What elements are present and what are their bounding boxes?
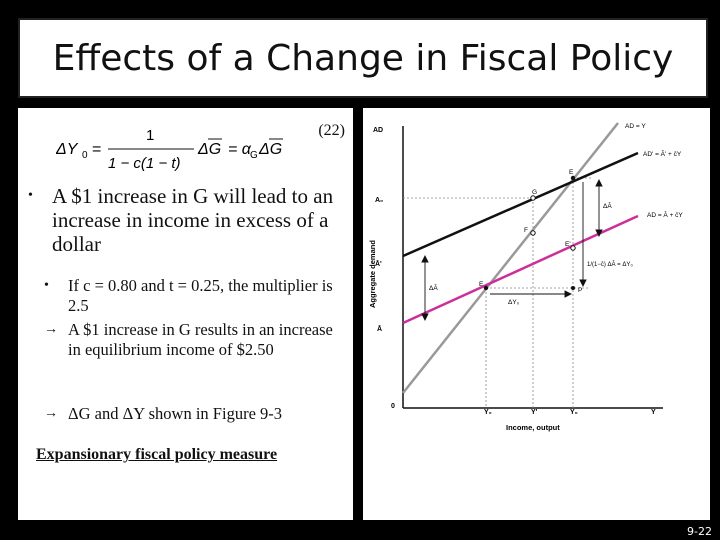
- point-f: [531, 231, 535, 235]
- main-bullet: [28, 184, 348, 256]
- label-ad: AD = Ā + c̄Y: [647, 212, 683, 219]
- label-ratio: 1/(1−c̄) ΔĀ = ΔY₀: [587, 262, 633, 268]
- sub-bullet-marker: •: [44, 278, 49, 293]
- y-tick-ad: AD: [373, 127, 384, 134]
- y-tick-a: Ā: [377, 326, 383, 333]
- y-tick-a0: A₀: [375, 197, 384, 204]
- sub-bullet-3-text: ΔG and ΔY shown in Figure 9-3: [68, 404, 283, 423]
- y-tick-zero: 0: [391, 403, 395, 410]
- label-point-e: E: [479, 281, 484, 288]
- label-delta-a-right: ΔĀ: [603, 203, 612, 210]
- sub-bullet-2-text: A $1 increase in G results in an increase in equilibrium income of $2.50: [68, 320, 333, 359]
- x-tick-y: Y: [651, 409, 656, 416]
- eq-alpha: = α: [228, 141, 251, 158]
- multiplier-equation: [56, 122, 296, 174]
- bullet-marker: •: [28, 188, 33, 203]
- label-point-e-prime: E': [565, 241, 571, 248]
- text-panel: [18, 108, 353, 520]
- x-tick-y0: Y₀: [484, 409, 492, 416]
- delta-a-left-arrow: [422, 256, 428, 320]
- label-point-g: G: [532, 189, 538, 196]
- y-tick-a-prime: Ā': [375, 261, 382, 268]
- line-ad: [403, 216, 638, 323]
- sub-bullet-3: [44, 404, 344, 424]
- fiscal-policy-diagram: [363, 108, 710, 520]
- page-number: 9-22: [687, 525, 712, 538]
- x-tick-y-prime: Y': [531, 409, 538, 416]
- figure-caption: Expansionary fiscal policy measure: [36, 446, 278, 463]
- point-p: [571, 286, 575, 290]
- y-axis-label: Aggregate demand: [368, 240, 377, 308]
- eq-alpha-sub: G: [250, 150, 258, 161]
- arrow-marker: →: [44, 322, 58, 337]
- eq-equals: =: [92, 141, 102, 158]
- sub-bullet-1-text: If c = 0.80 and t = 0.25, the multiplier is 2.5: [68, 276, 333, 315]
- sub-bullet-1: [44, 276, 344, 316]
- title-box: [18, 18, 708, 98]
- point-e: [484, 286, 488, 290]
- main-bullet-text: A $1 increase in G will lead to an increase in income in excess of a dollar: [52, 184, 334, 256]
- x-tick-y0-new: Y₀: [570, 409, 578, 416]
- line-ad-equals-y: [403, 123, 618, 393]
- point-e-prime: [571, 246, 575, 250]
- label-ad-y: AD = Y: [625, 123, 646, 130]
- delta-y-arrow: [490, 291, 571, 297]
- label-ad-prime: AD' = Ā' + c̄Y: [643, 151, 682, 158]
- label-point-e-top: E: [569, 169, 574, 176]
- ratio-arrow: [580, 182, 586, 286]
- eq-term: ΔG: [198, 141, 222, 158]
- eq-denominator: 1 − c(1 − t): [108, 155, 181, 172]
- point-e-new: [571, 176, 575, 180]
- equation-number: (22): [318, 122, 345, 139]
- eq-numerator: 1: [146, 127, 155, 144]
- label-delta-y: ΔY₀: [508, 299, 520, 306]
- delta-a-right-arrow: [596, 180, 602, 236]
- point-g: [531, 196, 535, 200]
- eq-tail: ΔG: [259, 141, 283, 158]
- label-point-p: P: [578, 287, 583, 294]
- slide-title: Effects of a Change in Fiscal Policy: [52, 38, 674, 79]
- figure-panel: [363, 108, 710, 520]
- label-point-f: F: [524, 227, 528, 234]
- arrow-marker: →: [44, 406, 58, 421]
- eq-lhs: ΔY: [56, 141, 78, 158]
- dotted-guides: [403, 178, 593, 408]
- sub-bullet-2: [44, 320, 344, 360]
- x-axis-label: Income, output: [506, 423, 560, 432]
- eq-lhs-sub: 0: [82, 150, 88, 161]
- label-delta-a-left: ΔĀ: [429, 285, 438, 292]
